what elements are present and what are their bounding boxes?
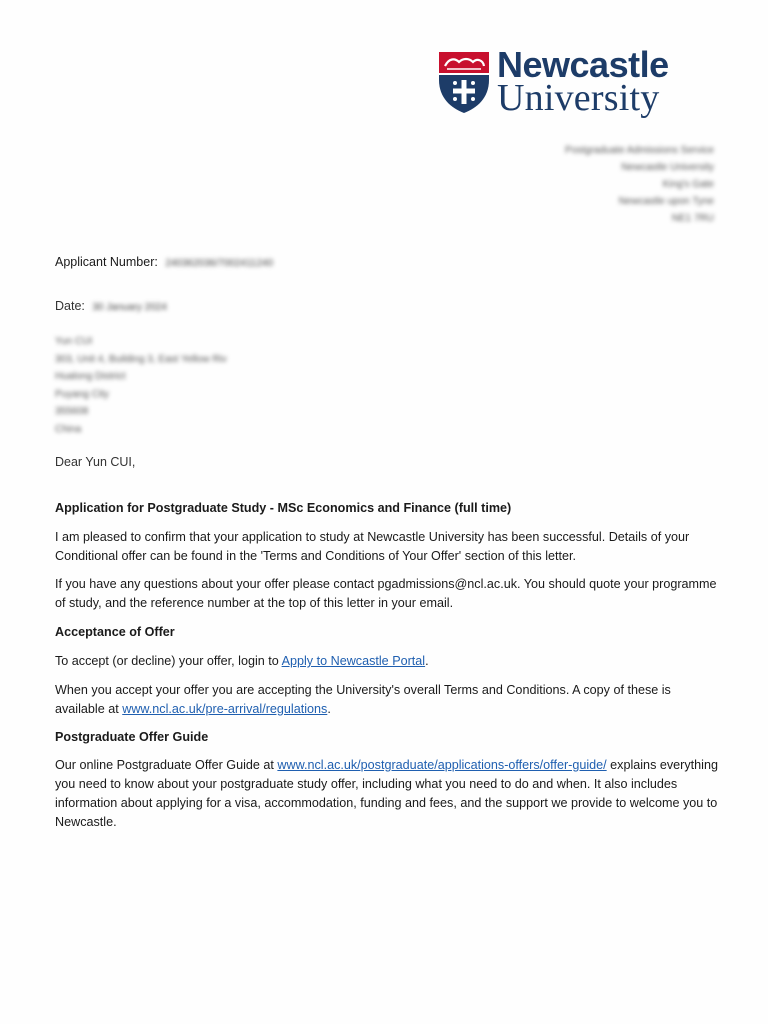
contact-paragraph: If you have any questions about your offer please contact pgadmissions@ncl.ac.uk. You should quote your programme of study, and the reference number at the top of this letter in your email.: [55, 577, 717, 610]
date-line: [55, 299, 167, 313]
letter-subject: Application for Postgraduate Study - MSc Economics and Finance (full time): [55, 501, 512, 515]
recipient-address: [55, 333, 227, 438]
salutation: Dear Yun CUI,: [55, 455, 136, 469]
recipient-line: Yun CUI: [55, 336, 93, 347]
recipient-line: Hualong District: [55, 371, 126, 382]
acceptance-text-end: .: [425, 654, 429, 668]
offer-guide-paragraph: [55, 756, 723, 832]
address-line: Postgraduate Admissions Service: [565, 145, 714, 156]
apply-portal-link[interactable]: Apply to Newcastle Portal: [281, 654, 426, 668]
applicant-number-label: Applicant Number:: [55, 255, 158, 269]
address-line: Newcastle upon Tyne: [618, 196, 714, 207]
terms-paragraph: [55, 681, 723, 719]
acceptance-text: To accept (or decline) your offer, login to: [55, 654, 282, 668]
logo-word-university: University: [497, 77, 660, 119]
offer-paragraph: I am pleased to confirm that your application to study at Newcastle University has been successful. Details of your Conditional offer can be found in the 'Terms and Conditions of Your Offer' section of this letter.: [55, 530, 690, 563]
newcastle-university-logo: [437, 44, 687, 120]
date-value: 30 January 2024: [92, 302, 167, 313]
recipient-line: Puyang City: [55, 388, 109, 400]
address-line: NE1 7RU: [671, 213, 714, 224]
address-line: King's Gate: [662, 179, 714, 190]
offer-guide-text: Our online Postgraduate Offer Guide at: [55, 758, 278, 772]
address-line: Newcastle University: [621, 162, 714, 173]
terms-text-end: .: [327, 702, 331, 716]
recipient-line: 303, Unit 4, Building 3, East Yellow Riv: [55, 353, 227, 365]
applicant-number-value: 240362036/7002411240: [165, 258, 274, 269]
sender-address: [454, 142, 714, 227]
logo-word-newcastle: Newcastle: [497, 44, 669, 85]
offer-guide-text-end: explains everything you need to know about your postgraduate study offer, including what you need to do and when. It also includes information about applying for a visa, accommodation, funding and fees, and the support we provide to welcome you to Newcastle.: [55, 758, 718, 829]
recipient-line: China: [55, 423, 82, 435]
offer-guide-heading: Postgraduate Offer Guide: [55, 730, 209, 744]
regulations-link[interactable]: www.ncl.ac.uk/pre-arrival/regulations: [122, 702, 328, 716]
terms-text: When you accept your offer you are accepting the University's overall Terms and Conditions. A copy of these is available at: [55, 683, 671, 716]
applicant-number-line: [55, 255, 273, 269]
university-shield-icon: [437, 50, 491, 114]
recipient-line: 355608: [55, 406, 89, 417]
acceptance-paragraph: [55, 652, 723, 671]
acceptance-heading: Acceptance of Offer: [55, 625, 175, 639]
offer-guide-link[interactable]: www.ncl.ac.uk/postgraduate/applications-offers/offer-guide/: [277, 758, 607, 772]
date-label: Date:: [55, 299, 85, 313]
